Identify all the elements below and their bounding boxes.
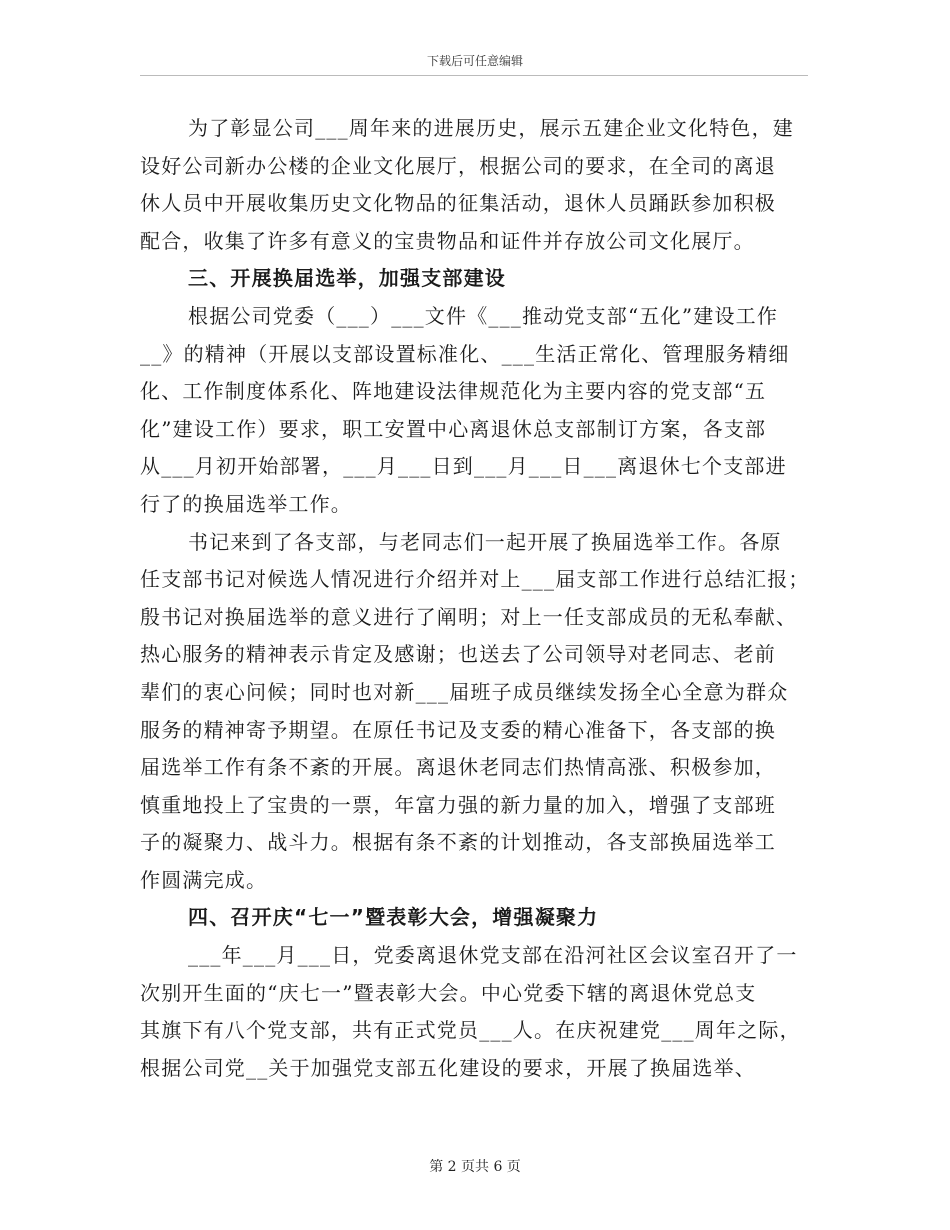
page-footer: 第 2 页共 6 页	[429, 1159, 521, 1175]
paragraph-line: 为了彰显公司___周年来的进展历史，展示五建企业文化特色，建	[188, 116, 794, 140]
section-heading: 四、召开庆“七一”暨表彰大会，增强凝聚力	[188, 905, 599, 930]
paragraph-line: 化”建设工作）要求，职工安置中心离退休总支部制订方案，各支部	[140, 416, 767, 441]
section-heading: 三、开展换届选举，加强支部建设	[188, 266, 506, 291]
paragraph-line: 殷书记对换届选举的意义进行了阐明；对上一任支部成员的无私奉献、	[140, 604, 798, 629]
page-header: 下载后可任意编辑	[426, 54, 523, 68]
paragraph-line: 化、工作制度体系化、阵地建设法律规范化为主要内容的党支部“五	[140, 379, 767, 404]
paragraph-line: 配合，收集了许多有意义的宝贵物品和证件并存放公司文化展厅。	[140, 228, 755, 253]
paragraph-line: 其旗下有八个党支部，共有正式党员___人。在庆祝建党___周年之际，	[140, 1018, 801, 1043]
paragraph-line: 慎重地投上了宝贵的一票，年富力强的新力量的加入，增强了支部班	[140, 792, 776, 817]
paragraph-line: 休人员中开展收集历史文化物品的征集活动，退休人员踊跃参加积极	[140, 191, 776, 216]
paragraph-line: 届选举工作有条不紊的开展。离退休老同志们热情高涨、积极参加，	[140, 755, 776, 780]
document-body	[140, 110, 812, 1087]
paragraph-line: 行了的换届选举工作。	[140, 491, 352, 516]
paragraph-line: 从___月初开始部署，___月___日到___月___日___离退休七个支部进	[140, 454, 787, 479]
paragraph-line: 根据公司党__关于加强党支部五化建设的要求，开展了换届选举、	[140, 1055, 756, 1080]
paragraph-line: 任支部书记对候选人情况进行介绍并对上___届支部工作进行总结汇报；	[140, 567, 810, 592]
paragraph-line: 设好公司新办公楼的企业文化展厅，根据公司的要求，在全司的离退	[140, 153, 776, 178]
paragraph-line: ___年___月___日，党委离退休党支部在沿河社区会议室召开了一	[188, 943, 798, 968]
paragraph-line: 服务的精神寄予期望。在原任书记及支委的精心准备下，各支部的换	[140, 717, 776, 742]
paragraph-line: 次别开生面的“庆七一”暨表彰大会。中心党委下辖的离退休党总支	[140, 980, 757, 1005]
paragraph-line: 辈们的衷心问候；同时也对新___届班子成员继续发扬全心全意为群众	[140, 679, 789, 704]
paragraph-line: 子的凝聚力、战斗力。根据有条不紊的计划推动，各支部换届选举工	[140, 830, 776, 855]
paragraph-line: 热心服务的精神表示肯定及感谢；也送去了公司领导对老同志、老前	[140, 642, 776, 667]
paragraph-line: 书记来到了各支部，与老同志们一起开展了换届选举工作。各原	[188, 529, 782, 554]
header-rule	[140, 75, 808, 76]
paragraph-line: __》的精神（开展以支部设置标准化、___生活正常化、管理服务精细	[140, 341, 790, 366]
paragraph-line: 作圆满完成。	[140, 867, 268, 892]
paragraph-line: 根据公司党委（___）___文件《___推动党支部“五化”建设工作	[188, 303, 779, 328]
